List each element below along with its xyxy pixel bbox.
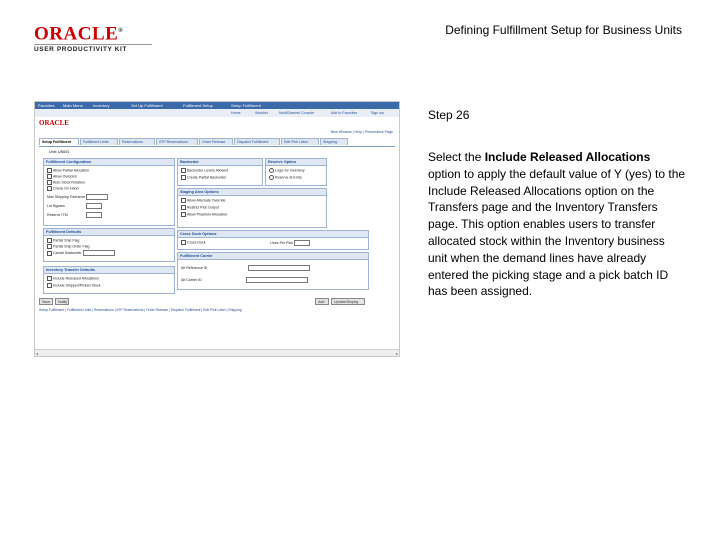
- tab-fulfillment-units[interactable]: Fulfillment Units: [80, 138, 118, 145]
- cross-dock-panel: [177, 230, 369, 250]
- footer-links[interactable]: Setup Fulfillment | Fulfillment Units | Reservations | ATP Reservations | Order Release | Dispatch Fulfillment | Edit Pick Label | Shipping: [39, 308, 242, 312]
- oracle-upk-logo: [34, 22, 154, 54]
- option-row[interactable]: Partial Ship Flag: [47, 238, 79, 243]
- checkbox[interactable]: [47, 186, 52, 191]
- checkbox[interactable]: [47, 174, 52, 179]
- nav-item[interactable]: Main Menu: [63, 103, 83, 108]
- panel-title: Fulfillment Carrier: [178, 253, 368, 260]
- top-nav-bar: [35, 102, 399, 109]
- option-row[interactable]: Allow Alternate Override: [181, 198, 226, 203]
- field-row[interactable]: Lines Per Pick: [270, 240, 310, 246]
- tab-atp-reservations[interactable]: ATP Reservations: [156, 138, 198, 145]
- add-button[interactable]: Add: [315, 298, 329, 305]
- nav-item[interactable]: Setup Fulfillment: [231, 103, 261, 108]
- link-favorites[interactable]: Add to Favorites: [331, 111, 358, 115]
- radio[interactable]: [269, 175, 274, 180]
- panel-title: Staging Area Options: [178, 189, 326, 196]
- option-row[interactable]: Backorder Levels Allowed: [181, 168, 228, 173]
- inventory-transfer-panel: [43, 266, 175, 294]
- checkbox[interactable]: [181, 175, 186, 180]
- panel-title: Backorder: [178, 159, 262, 166]
- nav-item[interactable]: Set Up Fulfillment: [131, 103, 163, 108]
- save-button[interactable]: Save: [39, 298, 53, 305]
- app-brand: ORACLE: [39, 119, 69, 127]
- option-row[interactable]: Restrict Pick Output: [181, 205, 219, 210]
- page-tools[interactable]: New Window | Help | Personalize Page: [330, 130, 393, 134]
- input-field[interactable]: [294, 240, 310, 246]
- checkbox[interactable]: [47, 251, 52, 256]
- option-row[interactable]: Allow Phantom Allocation: [181, 212, 227, 217]
- option-row[interactable]: Cross Dock: [181, 240, 206, 245]
- checkbox[interactable]: [47, 168, 52, 173]
- logo-brand-text: ORACLE: [34, 23, 119, 45]
- option-row[interactable]: Partial Ship Order Flag: [47, 244, 90, 249]
- staging-panel: [177, 188, 327, 228]
- checkbox[interactable]: [47, 244, 52, 249]
- reserve-option-panel: [265, 158, 327, 186]
- include-released-allocations-option[interactable]: Include Released Allocations: [47, 276, 99, 281]
- checkbox[interactable]: [47, 276, 52, 281]
- field-row[interactable]: Alt Reference ID: [181, 265, 310, 271]
- option-row[interactable]: Check On Hand: [47, 186, 79, 191]
- option-row[interactable]: Allow Overpick: [47, 174, 77, 179]
- panel-title: Inventory Transfer Defaults: [44, 267, 174, 274]
- option-row[interactable]: Include Shipped/Picked Stock: [47, 283, 101, 288]
- checkbox[interactable]: [47, 180, 52, 185]
- header-links-bar: [35, 109, 399, 117]
- tab-reservations[interactable]: Reservations: [119, 138, 155, 145]
- checkbox[interactable]: [181, 198, 186, 203]
- panel-title: Fulfillment Defaults: [44, 229, 174, 236]
- scroll-left-icon[interactable]: ◂: [36, 351, 39, 356]
- input-field[interactable]: [86, 194, 108, 200]
- nav-item[interactable]: Favorites: [38, 103, 55, 108]
- checkbox[interactable]: [47, 283, 52, 288]
- button-bar: [39, 298, 395, 306]
- carrier-panel: [177, 252, 369, 290]
- nav-item[interactable]: Fulfillment Setup: [183, 103, 213, 108]
- link-worklist[interactable]: Worklist: [255, 111, 268, 115]
- scroll-right-icon[interactable]: ▸: [395, 351, 398, 356]
- input-field[interactable]: [86, 212, 102, 218]
- radio-row[interactable]: Reserve at Entry: [269, 175, 302, 180]
- field-row[interactable]: Max Shipping Tolerance: [47, 194, 108, 200]
- instruction-emphasis: Include Released Allocations: [484, 150, 651, 164]
- radio[interactable]: [269, 168, 274, 173]
- checkbox[interactable]: [181, 205, 186, 210]
- tab-setup-fulfillment[interactable]: Setup Fulfillment: [39, 138, 79, 145]
- notify-button[interactable]: Notify: [55, 298, 69, 305]
- checkbox[interactable]: [47, 238, 52, 243]
- nav-item[interactable]: Inventory: [93, 103, 110, 108]
- step-number: Step 26: [428, 108, 470, 122]
- field-row[interactable]: Reserve ITM: [47, 212, 102, 218]
- option-row[interactable]: Create Partial Backorder: [181, 175, 226, 180]
- step-instruction: Select the Include Released Allocations option to apply the default value of Y (yes) to the Include Released Allocations option on the Transfers page and the Inventory Transfers page. This option enables users to transfer allocated stock within the Inventory business unit when the demand lines have already entered the picking stage and a pick batch ID has been assigned.: [428, 150, 686, 299]
- link-console[interactable]: MultiChannel Console: [279, 111, 315, 115]
- tab-dispatch-fulfillment[interactable]: Dispatch Fulfillment: [234, 138, 280, 145]
- option-row[interactable]: Cancel Backorder: [47, 250, 115, 256]
- business-unit-label: Unit: US001: [49, 150, 70, 154]
- tab-order-release[interactable]: Order Release: [199, 138, 233, 145]
- field-row[interactable]: Alt Carrier ID: [181, 277, 308, 283]
- horizontal-scrollbar[interactable]: [35, 349, 399, 356]
- checkbox[interactable]: [181, 168, 186, 173]
- fulfillment-config-panel: [43, 158, 175, 226]
- field-row[interactable]: Lot Bypass: [47, 203, 102, 209]
- input-field[interactable]: [246, 277, 308, 283]
- link-signout[interactable]: Sign out: [371, 111, 385, 115]
- panel-title: Reserve Option: [266, 159, 326, 166]
- radio-row[interactable]: Logic for Inventory: [269, 168, 305, 173]
- fulfillment-defaults-panel: [43, 228, 175, 262]
- panel-title: Cross Dock Options: [178, 231, 368, 238]
- logo-mark: ®: [118, 28, 124, 34]
- input-field[interactable]: [86, 203, 102, 209]
- document-title: Defining Fulfillment Setup for Business Units: [445, 23, 682, 37]
- backorder-panel: [177, 158, 263, 186]
- input-field[interactable]: [248, 265, 310, 271]
- update-display-button[interactable]: Update/Display: [331, 298, 365, 305]
- logo-tagline: USER PRODUCTIVITY KIT: [34, 44, 152, 53]
- dropdown[interactable]: [83, 250, 115, 256]
- option-row[interactable]: Allow Partial Allocation: [47, 168, 89, 173]
- application-screenshot: [34, 101, 400, 357]
- tab-shipping[interactable]: Shipping: [320, 138, 348, 145]
- option-row[interactable]: Auto Stock Rotation: [47, 180, 85, 185]
- link-home[interactable]: Home: [231, 111, 241, 115]
- panel-title: Fulfillment Configuration: [44, 159, 174, 166]
- checkbox[interactable]: [181, 240, 186, 245]
- page-tabs: [39, 138, 395, 147]
- checkbox[interactable]: [181, 212, 186, 217]
- tab-edit-pick-label[interactable]: Edit Pick Label: [281, 138, 319, 145]
- logo-brand: [34, 22, 154, 43]
